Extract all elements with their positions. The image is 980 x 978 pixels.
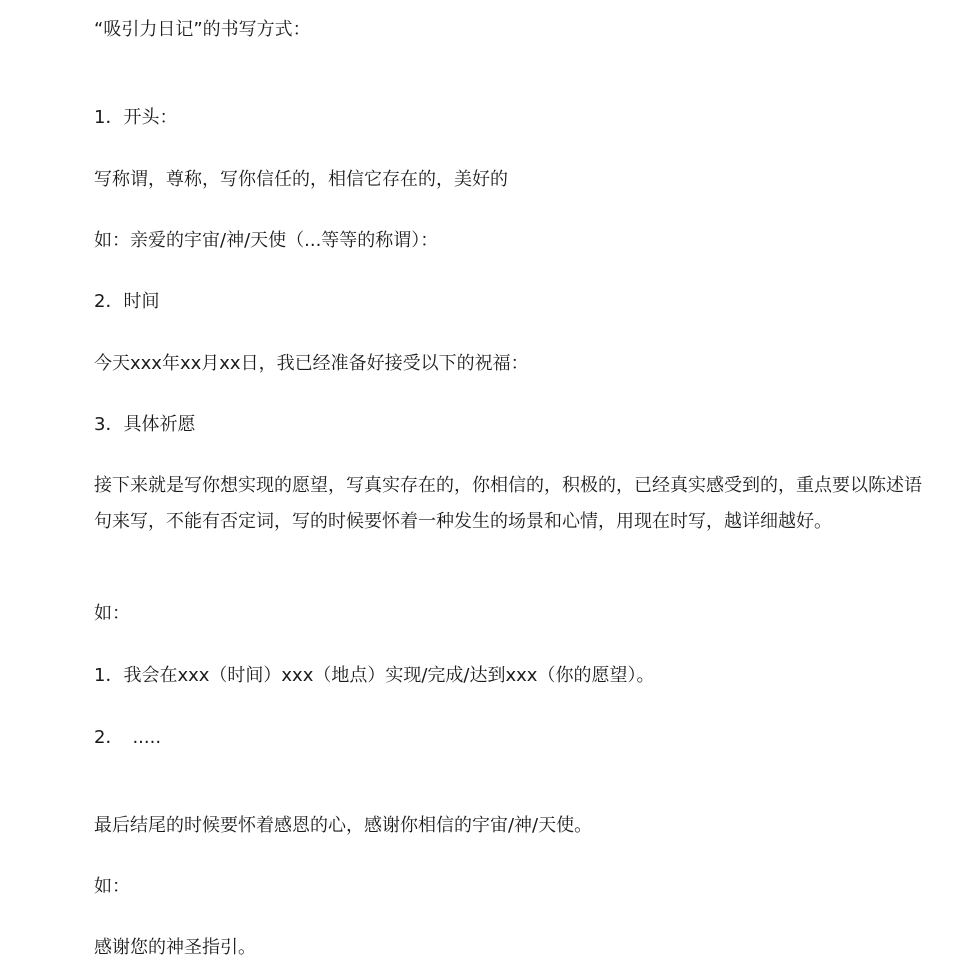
closing-body: 最后结尾的时候要怀着感恩的心，感谢你相信的宇宙/神/天使。 — [94, 815, 593, 836]
section-1-body: 写称谓，尊称，写你信任的，相信它存在的，美好的 — [94, 169, 508, 190]
section-3-example-item-2: 2． ..... — [94, 727, 162, 748]
section-3-heading: 3．具体祈愿 — [94, 414, 196, 435]
section-3-body: 接下来就是写你想实现的愿望，写真实存在的，你相信的，积极的，已经真实感受到的，重点要以陈述语句来写，不能有否定词，写的时候要怀着一种发生的场景和心情，用现在时写，越详细越好。 — [94, 475, 922, 532]
section-3-example-item-1: 1．我会在xxx（时间）xxx（地点）实现/完成/达到xxx（你的愿望）。 — [94, 665, 655, 686]
closing-example-label: 如： — [94, 876, 130, 897]
section-2-heading: 2．时间 — [94, 291, 160, 312]
document-title: “吸引力日记”的书写方式： — [94, 19, 311, 40]
closing-example-text: 感谢您的神圣指引。 — [94, 937, 256, 958]
section-1-example: 如：亲爱的宇宙/神/天使（...等等的称谓）： — [94, 230, 439, 251]
section-1-heading: 1．开头： — [94, 107, 178, 128]
section-2-body: 今天xxx年xx月xx日，我已经准备好接受以下的祝福： — [94, 353, 529, 374]
section-3-example-label: 如： — [94, 603, 130, 624]
